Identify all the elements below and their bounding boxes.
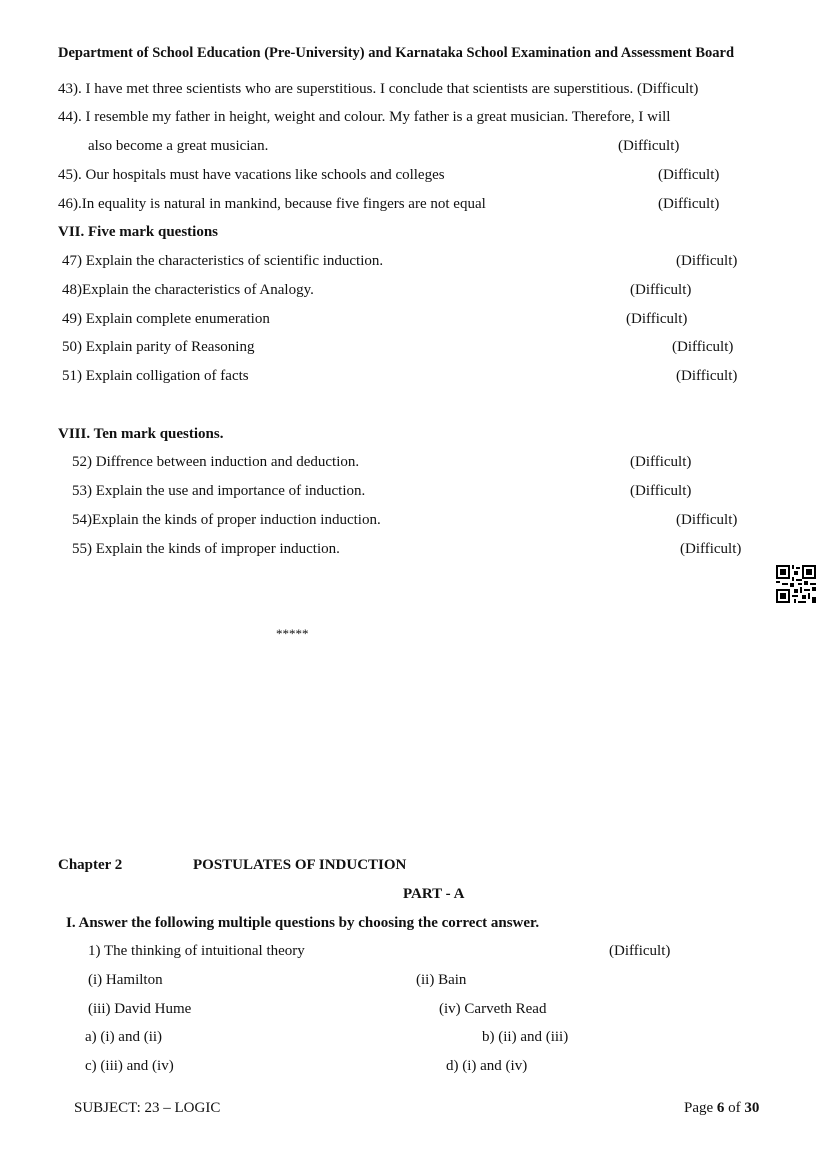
- separator: *****: [276, 626, 309, 641]
- question-44-level: (Difficult): [618, 138, 680, 154]
- chapter-label: Chapter 2: [58, 857, 123, 873]
- option-i: (i) Hamilton: [88, 972, 163, 988]
- option-ii: (ii) Bain: [416, 972, 467, 988]
- question-53: 53) Explain the use and importance of induction.: [72, 483, 366, 499]
- page-prefix: Page: [684, 1100, 714, 1116]
- chapter-title: POSTULATES OF INDUCTION: [193, 857, 407, 873]
- page-of: of: [728, 1100, 741, 1116]
- question-55: 55) Explain the kinds of improper induction.: [72, 541, 340, 557]
- qr-code-icon: [776, 565, 816, 603]
- question-52: 52) Diffrence between induction and deduction.: [72, 454, 360, 470]
- choice-a: a) (i) and (ii): [85, 1029, 163, 1045]
- question-52-level: (Difficult): [630, 454, 692, 470]
- question-55-level: (Difficult): [680, 541, 742, 557]
- question-54: 54)Explain the kinds of proper induction induction.: [72, 512, 381, 528]
- question-50-level: (Difficult): [672, 339, 734, 355]
- page-total: 30: [744, 1100, 760, 1116]
- option-iii: (iii) David Hume: [88, 1001, 192, 1017]
- question-49-level: (Difficult): [626, 311, 688, 327]
- footer-subject: SUBJECT: 23 – LOGIC: [74, 1100, 221, 1116]
- page-header: Department of School Education (Pre-University) and Karnataka School Examination and Assessment Board: [58, 45, 735, 61]
- question-46-level: (Difficult): [658, 196, 720, 212]
- question-45-level: (Difficult): [658, 167, 720, 183]
- question-1: 1) The thinking of intuitional theory: [88, 943, 305, 959]
- question-1-level: (Difficult): [609, 943, 671, 959]
- footer-page-number: [684, 1099, 759, 1117]
- choice-d: d) (i) and (iv): [446, 1058, 528, 1074]
- question-43: 43). I have met three scientists who are superstitious. I conclude that scientists are superstitious. (Difficult): [58, 81, 699, 97]
- section-8-heading: VIII. Ten mark questions.: [58, 426, 224, 442]
- question-50: 50) Explain parity of Reasoning: [62, 339, 255, 355]
- question-51-level: (Difficult): [676, 368, 738, 384]
- question-46: 46).In equality is natural in mankind, because five fingers are not equal: [58, 196, 486, 212]
- question-49: 49) Explain complete enumeration: [62, 311, 270, 327]
- question-47-level: (Difficult): [676, 253, 738, 269]
- question-44-line1: 44). I resemble my father in height, weight and colour. My father is a great musician. Therefore, I will: [58, 109, 671, 125]
- question-47: 47) Explain the characteristics of scientific induction.: [62, 253, 384, 269]
- choice-c: c) (iii) and (iv): [85, 1058, 174, 1074]
- page-current: 6: [716, 1100, 725, 1116]
- question-53-level: (Difficult): [630, 483, 692, 499]
- question-45: 45). Our hospitals must have vacations like schools and colleges: [58, 167, 445, 183]
- option-iv: (iv) Carveth Read: [439, 1001, 547, 1017]
- question-44-line2: also become a great musician.: [88, 138, 269, 154]
- question-48-level: (Difficult): [630, 282, 692, 298]
- section-7-heading: VII. Five mark questions: [58, 224, 219, 240]
- question-54-level: (Difficult): [676, 512, 738, 528]
- question-48: 48)Explain the characteristics of Analogy.: [62, 282, 314, 298]
- choice-b: b) (ii) and (iii): [482, 1029, 569, 1045]
- section-1-heading: I. Answer the following multiple questions by choosing the correct answer.: [66, 915, 540, 931]
- question-51: 51) Explain colligation of facts: [62, 368, 249, 384]
- part-heading: PART - A: [403, 886, 465, 902]
